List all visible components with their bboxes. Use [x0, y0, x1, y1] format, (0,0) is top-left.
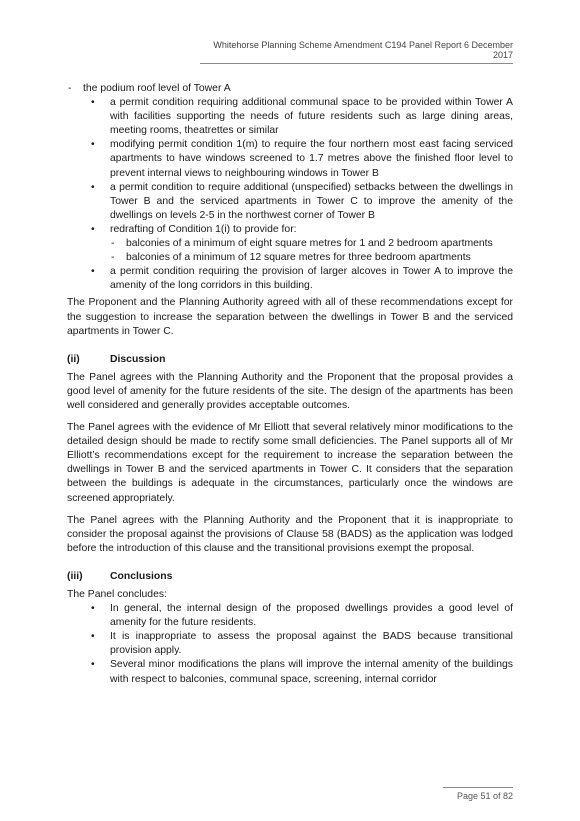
sub-list-item: - balconies of a minimum of 12 square metres for three bedroom apartments — [110, 251, 513, 265]
conclusions-list — [67, 602, 513, 687]
sub-list-item: - balconies of a minimum of eight square metres for 1 and 2 bedroom apartments — [110, 237, 513, 251]
list-item: • a permit condition requiring the provision of larger alcoves in Tower A to improve the amenity of the long corridors in this building. — [67, 265, 513, 293]
page-header: Whitehorse Planning Scheme Amendment C194 Panel Report 6 December 2017 — [200, 40, 513, 64]
sub-list — [110, 237, 513, 265]
list-item: - the podium roof level of Tower A — [67, 82, 513, 96]
paragraph: The Panel agrees with the Planning Authority and the Proponent that the proposal provides a good level of amenity for the future residents of the site. The design of the apartments has been well considered and generally provides acceptable outcomes. — [67, 371, 513, 411]
paragraph: The Proponent and the Planning Authority agreed with all of these recommendations except for the suggestion to increase the separation between the dwellings in Tower B and the serviced apartments in Tower C. — [67, 297, 513, 337]
section-number: (iii) — [67, 570, 83, 582]
section-title: Discussion — [110, 353, 166, 365]
list-item-redrafting — [67, 223, 513, 265]
list-item: • modifying permit condition 1(m) to require the four northern most east facing serviced apartments to have windows screened to 1.7 metres above the finished floor level to prevent internal views to neighbouring windows in Tower B — [67, 138, 513, 180]
list-item: • a permit condition to require additional (unspecified) setbacks between the dwellings in Tower B and the serviced apartments in Tower C to improve the amenity of the dwellings on levels 2-5 in the northwest corner of Tower B — [67, 181, 513, 223]
paragraph: The Panel agrees with the Planning Authority and the Proponent that it is inappropriate to consider the proposal against the provisions of Clause 58 (BADS) as the application was lodged before the introduction of this clause and the transitional provisions exempt the proposal. — [67, 514, 513, 554]
list-item: • a permit condition requiring additional communal space to be provided within Tower A with facilities supporting the needs of future residents such as large dining areas, meeting rooms, theatrettes or similar — [67, 96, 513, 138]
section-heading-conclusions — [67, 570, 513, 584]
section-heading-discussion — [67, 353, 513, 367]
section-title: Conclusions — [110, 570, 173, 582]
list-item: • It is inappropriate to assess the proposal against the BADS because transitional provision apply. — [67, 630, 513, 658]
dash-list — [67, 82, 513, 96]
section-number: (ii) — [67, 353, 80, 365]
paragraph: The Panel agrees with the evidence of Mr Elliott that several relatively minor modifications to the detailed design should be made to rectify some small deficiencies. The Panel supports all of Mr Elliott’s recommendations except for the requirement to increase the separation between the dwellings in Tower B and the serviced apartments in Tower C. It considers that the separation between the buildings is adequate in the circumstances, particularly once the windows are screened appropriately. — [67, 422, 513, 504]
list-item: • In general, the internal design of the proposed dwellings provides a good level of amenity for the future residents. — [67, 602, 513, 630]
page-footer: Page 51 of 82 — [443, 787, 513, 801]
page-body — [67, 82, 513, 687]
list-item-text: redrafting of Condition 1(i) to provide for: — [110, 223, 297, 235]
recommendations-list — [67, 96, 513, 293]
list-item: • Several minor modifications the plans will improve the internal amenity of the buildings with respect to balconies, communal space, screening, internal corridor — [67, 658, 513, 686]
paragraph: The Panel concludes: — [67, 589, 167, 600]
